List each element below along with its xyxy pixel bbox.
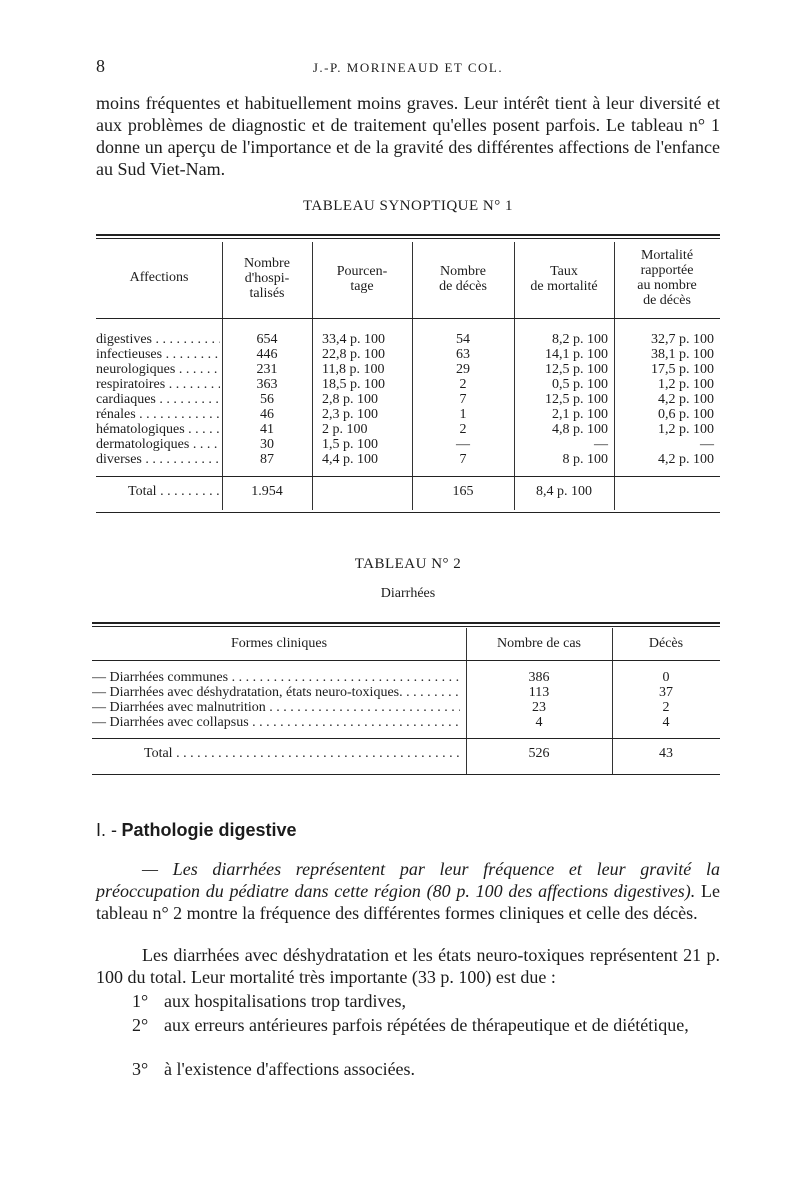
table1-cell-pct: 1,5 p. 100 (322, 437, 378, 452)
table1-cell-hosp: 231 (256, 362, 278, 377)
table1-header-mortalite: Mortalité rapportée au nombre de décès (637, 248, 697, 308)
table1-header-hosp: Nombre d'hospi- talisés (244, 256, 290, 301)
table1-row-label: cardiaques . . . (96, 392, 220, 407)
table1-cell-mortalite: 17,5 p. 100 (651, 362, 714, 377)
table2-cell-deces: 2 (662, 700, 670, 715)
table1-cell-hosp: 87 (260, 452, 274, 467)
table1-cell-hosp: 46 (260, 407, 274, 422)
section-number: I. - (96, 820, 117, 840)
table2-cell-cas: 23 (532, 700, 546, 715)
table1-cell-deces: 29 (456, 362, 470, 377)
table1-cell-deces: 2 (459, 422, 467, 437)
table1-total-label: Total . . . (128, 484, 220, 499)
table1-row-label: diverses . . . (96, 452, 220, 467)
list-item (132, 990, 720, 1012)
table1-cell-mortalite: 38,1 p. 100 (651, 347, 714, 362)
list-item (132, 1058, 720, 1080)
table1-cell-mortalite: 1,2 p. 100 (658, 377, 714, 392)
table2-cell-cas: 386 (528, 670, 550, 685)
section-heading (96, 820, 297, 841)
table1-top-rule (96, 234, 720, 236)
table2-header-deces: Décès (648, 636, 684, 651)
page-header (96, 56, 720, 80)
table1-cell-taux: 12,5 p. 100 (545, 362, 608, 377)
table1-row-label: respiratoires . . . (96, 377, 220, 392)
running-title: J.-P. MORINEAUD ET COL. (312, 60, 504, 75)
table2-row-label: — Diarrhées avec malnutrition . . . (92, 700, 460, 715)
table1-cell-mortalite: — (700, 437, 714, 452)
table1-row-label: infectieuses . . . (96, 347, 220, 362)
section-paragraph-1 (96, 858, 720, 924)
table2-total-label: Total . . . (144, 746, 460, 761)
table2-subtitle: Diarrhées (380, 586, 436, 601)
table1-cell-pct: 11,8 p. 100 (322, 362, 385, 377)
table2-total-cas: 526 (528, 746, 550, 761)
table1-cell-mortalite: 0,6 p. 100 (658, 407, 714, 422)
table1-row-label: hématologiques . . . (96, 422, 220, 437)
table2-total-deces: 43 (659, 746, 673, 761)
section-paragraph-2: Les diarrhées avec déshydratation et les états neuro-toxiques représentent 21 p. 100 du total. Leur mortalité très importante (33 p. 100) est due : (96, 945, 720, 987)
table2-header-cas: Nombre de cas (497, 636, 581, 651)
table1-cell-hosp: 30 (260, 437, 274, 452)
table1-cell-pct: 4,4 p. 100 (322, 452, 378, 467)
table1-row-label: rénales . . . (96, 407, 220, 422)
intro-paragraph: moins fréquentes et habituellement moins graves. Leur intérêt tient à leur diversité et aux problèmes de diagnostic et de traitement qu'elles posent parfois. Le tableau n° 1 donne un aperçu de l'importance et de la gravité des différentes affections de l'enfance au Sud Viet-Nam. (96, 93, 720, 179)
table1-header-rule (96, 318, 720, 319)
list-item (132, 1014, 720, 1036)
table1-header-deces: Nombre de décès (439, 264, 487, 294)
table1-header-taux: Taux de mortalité (530, 264, 598, 294)
table1-cell-pct: 18,5 p. 100 (322, 377, 385, 392)
table2-cell-deces: 0 (662, 670, 670, 685)
table1-row-label: neurologiques . . . (96, 362, 220, 377)
table1-total-taux: 8,4 p. 100 (536, 484, 592, 499)
table1-header-affections: Affections (129, 270, 189, 285)
section-title: Pathologie digestive (121, 820, 297, 840)
table2-header-rule (92, 660, 720, 661)
table1-cell-taux: 14,1 p. 100 (545, 347, 608, 362)
table2-cell-deces: 4 (662, 715, 670, 730)
table1-cell-pct: 2 p. 100 (322, 422, 368, 437)
table2-caption: TABLEAU N° 2 (354, 556, 462, 572)
section-paragraph-1-rest: Le tableau n° 2 montre la fréquence des différentes formes cliniques et celle des décès. (96, 881, 720, 923)
table1-cell-deces: 7 (459, 392, 467, 407)
table1-cell-mortalite: 32,7 p. 100 (651, 332, 714, 347)
table1-cell-deces: — (456, 437, 470, 452)
list-item-text: aux erreurs antérieures parfois répétées de thérapeutique et de diététique, (164, 1015, 689, 1035)
table1-cell-mortalite: 1,2 p. 100 (658, 422, 714, 437)
table1-cell-taux: 0,5 p. 100 (552, 377, 608, 392)
section-paragraph-1-italic: — Les diarrhées représentent par leur fréquence et leur gravité la préoccupation du pédiatre dans cette région (80 p. 100 des affections digestives). (96, 859, 720, 901)
table1-cell-hosp: 363 (256, 377, 278, 392)
table1-cell-deces: 7 (459, 452, 467, 467)
table1-total-rule (96, 476, 720, 477)
table1-row-label: digestives . . . (96, 332, 220, 347)
table2-cell-deces: 37 (659, 685, 673, 700)
table1-header-pct: Pourcen- tage (336, 264, 388, 294)
page-number: 8 (96, 56, 105, 76)
table1-cell-hosp: 446 (256, 347, 278, 362)
table2-cell-cas: 113 (528, 685, 550, 700)
table1-cell-hosp: 56 (260, 392, 274, 407)
table1-cell-deces: 54 (456, 332, 470, 347)
table2-header-formes: Formes cliniques (230, 636, 328, 651)
table1-cell-taux: 12,5 p. 100 (545, 392, 608, 407)
table1-bottom-rule (96, 512, 720, 513)
table2-row-label: — Diarrhées avec déshydratation, états neuro-toxiques. . . . (92, 685, 460, 700)
list-item-number: 2° (132, 1015, 149, 1035)
table2-cell-cas: 4 (535, 715, 543, 730)
table1-cell-taux: — (594, 437, 608, 452)
table2-bottom-rule (92, 774, 720, 775)
table1-top-rule-2 (96, 238, 720, 239)
table1-cell-taux: 2,1 p. 100 (552, 407, 608, 422)
table1-cell-hosp: 41 (260, 422, 274, 437)
table1-total-deces: 165 (452, 484, 474, 499)
table1-cell-deces: 63 (456, 347, 470, 362)
table1-cell-hosp: 654 (256, 332, 278, 347)
table1-cell-deces: 1 (459, 407, 467, 422)
table1-row-label: dermatologiques . . . (96, 437, 220, 452)
list-item-number: 1° (132, 991, 149, 1011)
table1-cell-mortalite: 4,2 p. 100 (658, 392, 714, 407)
table1-cell-taux: 8 p. 100 (562, 452, 608, 467)
table2-top-rule (92, 622, 720, 624)
list-item-text: aux hospitalisations trop tardives, (164, 991, 406, 1011)
table2-row-label: — Diarrhées avec collapsus . . . (92, 715, 460, 730)
table2-top-rule-2 (92, 626, 720, 627)
table1-caption: TABLEAU SYNOPTIQUE N° 1 (302, 198, 514, 214)
table1-cell-mortalite: 4,2 p. 100 (658, 452, 714, 467)
table1-cell-pct: 22,8 p. 100 (322, 347, 385, 362)
table1-cell-pct: 33,4 p. 100 (322, 332, 385, 347)
table1-cell-deces: 2 (459, 377, 467, 392)
table2-row-label: — Diarrhées communes . . . (92, 670, 460, 685)
table1-cell-taux: 4,8 p. 100 (552, 422, 608, 437)
table1-cell-taux: 8,2 p. 100 (552, 332, 608, 347)
list-item-number: 3° (132, 1059, 149, 1079)
table2-total-rule (92, 738, 720, 739)
table1-cell-pct: 2,8 p. 100 (322, 392, 378, 407)
table1-total-hosp: 1.954 (251, 484, 283, 499)
table1-cell-pct: 2,3 p. 100 (322, 407, 378, 422)
list-item-text: à l'existence d'affections associées. (164, 1059, 416, 1079)
